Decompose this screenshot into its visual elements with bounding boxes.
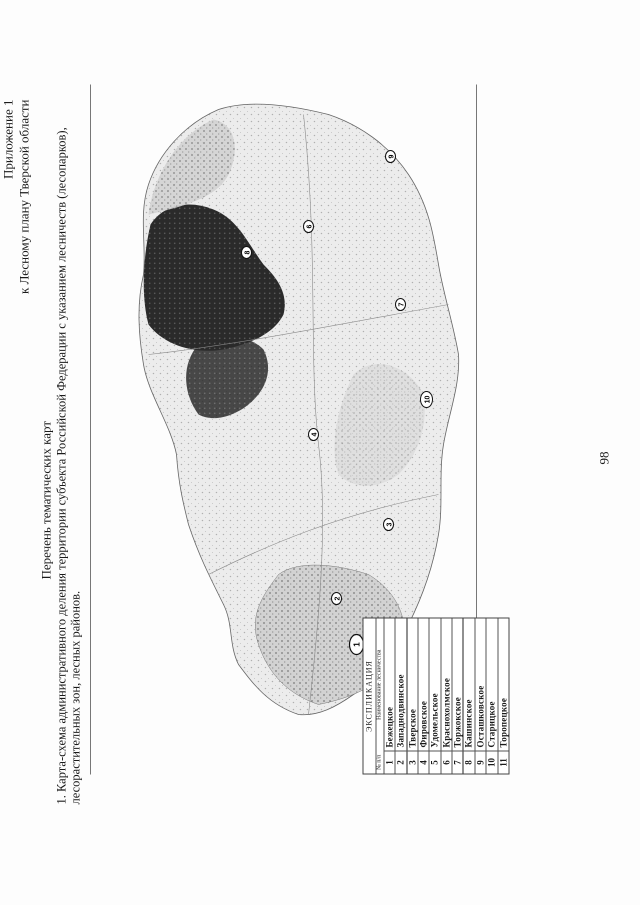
legend-row (441, 619, 452, 774)
legend-row (429, 619, 440, 774)
legend-col-num: № п/п (376, 751, 384, 774)
legend-num: 4 (418, 751, 429, 774)
legend-col-name: Наименование лесничества (376, 619, 384, 752)
rotated-content (1, 0, 640, 905)
map-marker-label: 8 (244, 250, 252, 255)
legend-num: 5 (429, 751, 440, 774)
map-marker-10 (421, 392, 433, 408)
legend-row (418, 619, 429, 774)
legend-name: Удомельское (429, 619, 440, 752)
map-marker-7 (396, 299, 406, 311)
legend-row (463, 619, 474, 774)
legend-name: Старицкое (486, 619, 497, 752)
page-number: 98 (596, 451, 612, 465)
map-marker-label: 3 (386, 522, 394, 527)
legend-title: ЭКСПЛИКАЦИЯ (364, 660, 374, 732)
legend-row (407, 619, 418, 774)
legend-name: Западнодвинское (395, 619, 406, 752)
legend-table (363, 618, 510, 775)
map-marker-label: 10 (424, 395, 432, 404)
map-marker-8 (242, 247, 252, 259)
map-marker-label: 4 (311, 432, 319, 437)
legend-num: 11 (498, 751, 509, 774)
map-marker-4 (309, 429, 319, 441)
legend-name: Торжокское (452, 619, 463, 752)
legend-header-row (376, 619, 384, 774)
map-marker-label: 7 (398, 302, 406, 307)
legend-num: 1 (384, 751, 395, 774)
map-marker-label: 9 (388, 154, 396, 159)
list-title: Перечень тематических карт (38, 420, 54, 580)
legend-num: 10 (486, 751, 497, 774)
appendix-subtitle: к Лесному плану Тверской области (16, 99, 32, 294)
legend-name: Тверское (407, 619, 418, 752)
map-marker-1 (350, 635, 364, 655)
legend-name: Бежецкое (384, 619, 395, 752)
legend-row (452, 619, 463, 774)
map-marker-2 (332, 593, 342, 605)
legend-num: 6 (441, 751, 452, 774)
legend-name: Фировское (418, 619, 429, 752)
map-caption-line-1: 1. Карта-схема административного деления территории субъекта Российской Федерации с указанием лесничеств (лесопарков), (54, 127, 69, 805)
legend-row (486, 619, 497, 774)
legend-row (498, 619, 509, 774)
legend-num: 8 (463, 751, 474, 774)
legend-row (384, 619, 395, 774)
map-marker-label: 2 (334, 596, 342, 601)
legend-name: Торопецкое (498, 619, 509, 752)
map-caption-line-2: лесорастительных зон, лесных районов. (68, 590, 83, 805)
legend-num: 9 (475, 751, 486, 774)
map-marker-9 (386, 151, 396, 163)
legend-num: 3 (407, 751, 418, 774)
appendix-label: Приложение 1 (0, 99, 16, 180)
legend-row (395, 619, 406, 774)
map-marker-label: 6 (306, 224, 314, 229)
legend-name: Осташковское (475, 619, 486, 752)
map-marker-label: 1 (352, 642, 362, 647)
legend-row (475, 619, 486, 774)
legend-num: 2 (395, 751, 406, 774)
legend-grid (376, 619, 509, 774)
legend-num: 7 (452, 751, 463, 774)
legend-name: Кашинское (463, 619, 474, 752)
map-marker-3 (384, 519, 394, 531)
map-marker-6 (304, 221, 314, 233)
legend-name: Краснохолмское (441, 619, 452, 752)
